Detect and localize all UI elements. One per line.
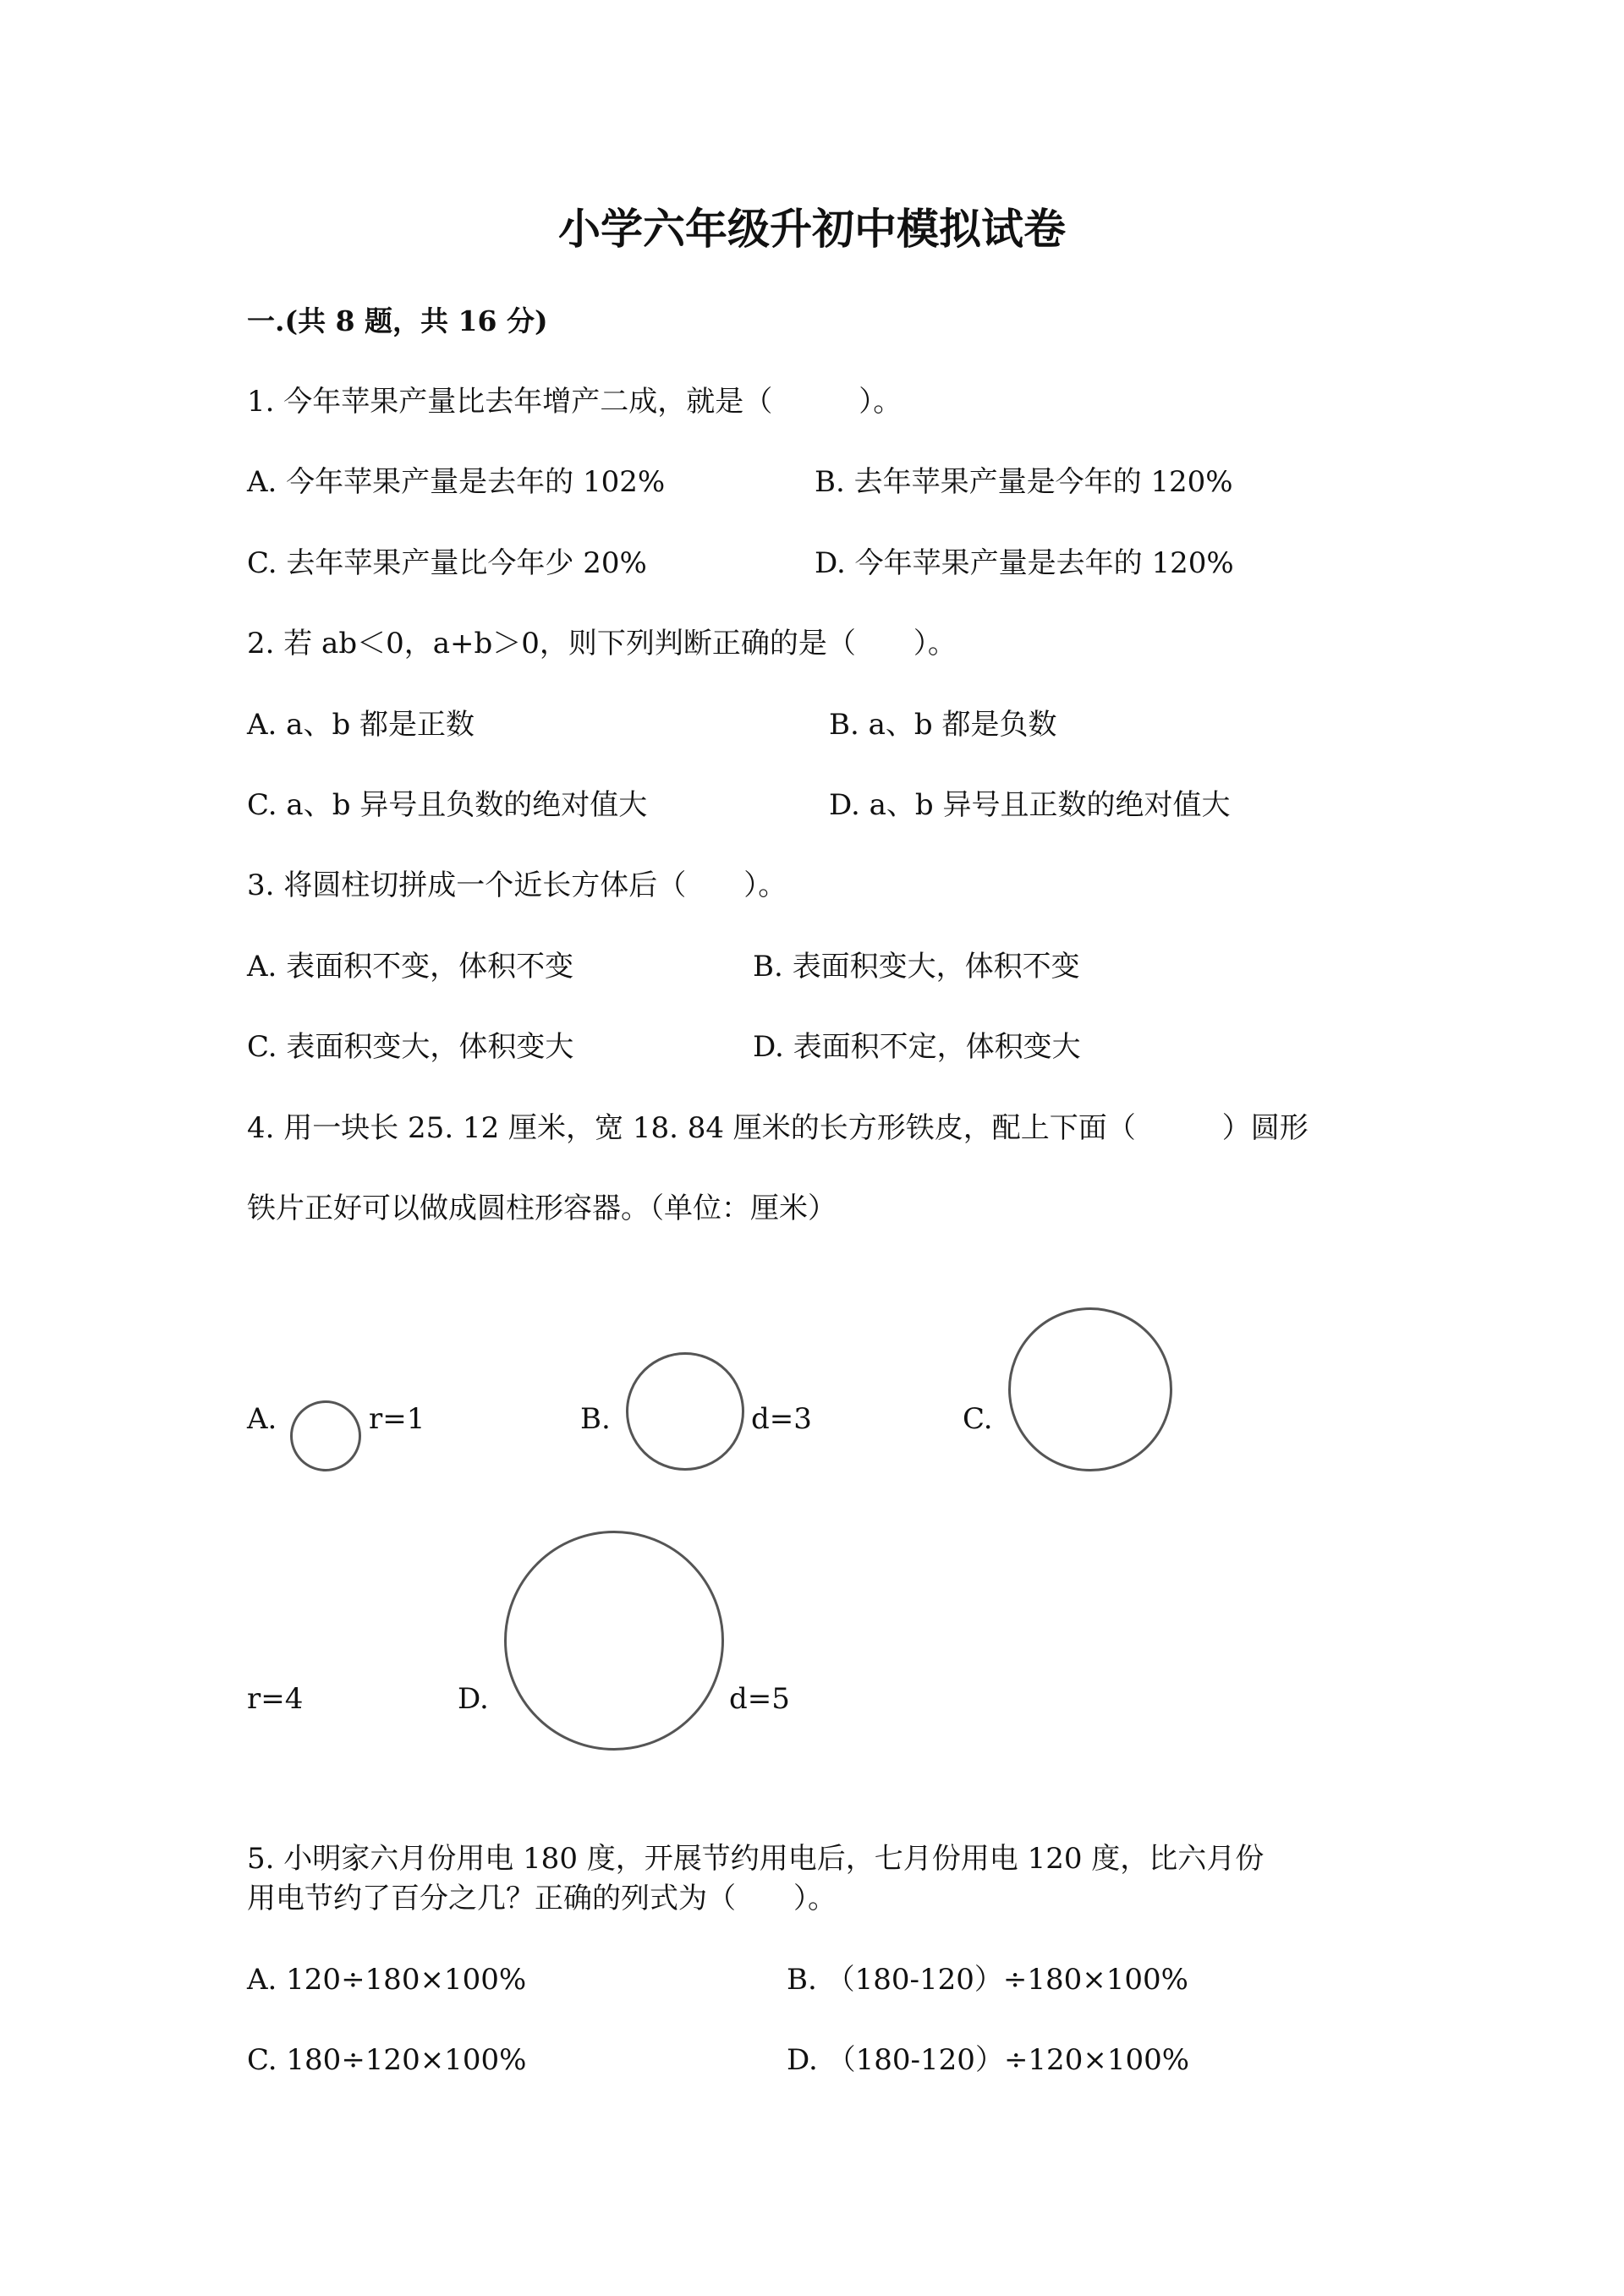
q1-stem: 1. 今年苹果产量比去年增产二成，就是（ ）。 [247, 385, 903, 419]
q3-option-a: A. 表面积不变，体积不变 [247, 950, 574, 984]
q4-option-a-value: r=1 [369, 1402, 425, 1436]
q4-option-d-circle [504, 1531, 724, 1751]
q5-stem-line-1: 5. 小明家六月份用电 180 度，开展节约用电后，七月份用电 120 度，比六月份 [247, 1842, 1265, 1876]
q4-stem-line-2: 铁片正好可以做成圆柱形容器。（单位：厘米） [247, 1192, 837, 1225]
q3-option-c: C. 表面积变大，体积变大 [247, 1030, 574, 1064]
q3-stem: 3. 将圆柱切拼成一个近长方体后（ ）。 [247, 869, 787, 902]
q4-option-b-value: d=3 [751, 1402, 812, 1436]
q3-option-b: B. 表面积变大，体积不变 [753, 950, 1080, 984]
q4-option-c-letter: C. [963, 1402, 993, 1436]
q5-option-a: A. 120÷180×100% [247, 1963, 527, 1997]
q1-option-b: B. 去年苹果产量是今年的 120% [815, 465, 1233, 499]
q2-option-a: A. a、b 都是正数 [247, 708, 475, 742]
q1-option-c: C. 去年苹果产量比今年少 20% [247, 546, 647, 580]
q5-option-b: B. （180-120）÷180×100% [787, 1963, 1188, 1997]
page-title: 小学六年级升初中模拟试卷 [558, 204, 1066, 254]
q2-stem: 2. 若 ab＜0，a+b＞0，则下列判断正确的是（ ）。 [247, 627, 957, 660]
q4-option-b-letter: B. [580, 1402, 611, 1436]
q3-option-d: D. 表面积不定，体积变大 [753, 1030, 1081, 1064]
q2-option-b: B. a、b 都是负数 [829, 708, 1057, 742]
section-heading: 一.(共 8 题，共 16 分) [247, 304, 548, 337]
q1-option-d: D. 今年苹果产量是去年的 120% [815, 546, 1234, 580]
q5-option-d: D. （180-120）÷120×100% [787, 2043, 1190, 2077]
q4-option-c-circle [1008, 1307, 1172, 1471]
q2-option-c: C. a、b 异号且负数的绝对值大 [247, 788, 648, 822]
q5-stem-line-2: 用电节约了百分之几？正确的列式为（ ）。 [247, 1882, 837, 1915]
q4-option-a-letter: A. [247, 1402, 277, 1436]
q4-option-d-value: d=5 [729, 1682, 790, 1716]
q5-option-c: C. 180÷120×100% [247, 2043, 527, 2077]
q4-option-a-circle [290, 1400, 361, 1471]
q1-option-a: A. 今年苹果产量是去年的 102% [247, 465, 666, 499]
q4-stem-line-1: 4. 用一块长 25. 12 厘米，宽 18. 84 厘米的长方形铁皮，配上下面（ ）圆形 [247, 1111, 1309, 1145]
q4-option-d-letter: D. [458, 1682, 489, 1716]
q2-option-d: D. a、b 异号且正数的绝对值大 [829, 788, 1231, 822]
q4-option-b-circle [626, 1352, 744, 1471]
q4-option-c-value: r=4 [247, 1682, 304, 1716]
